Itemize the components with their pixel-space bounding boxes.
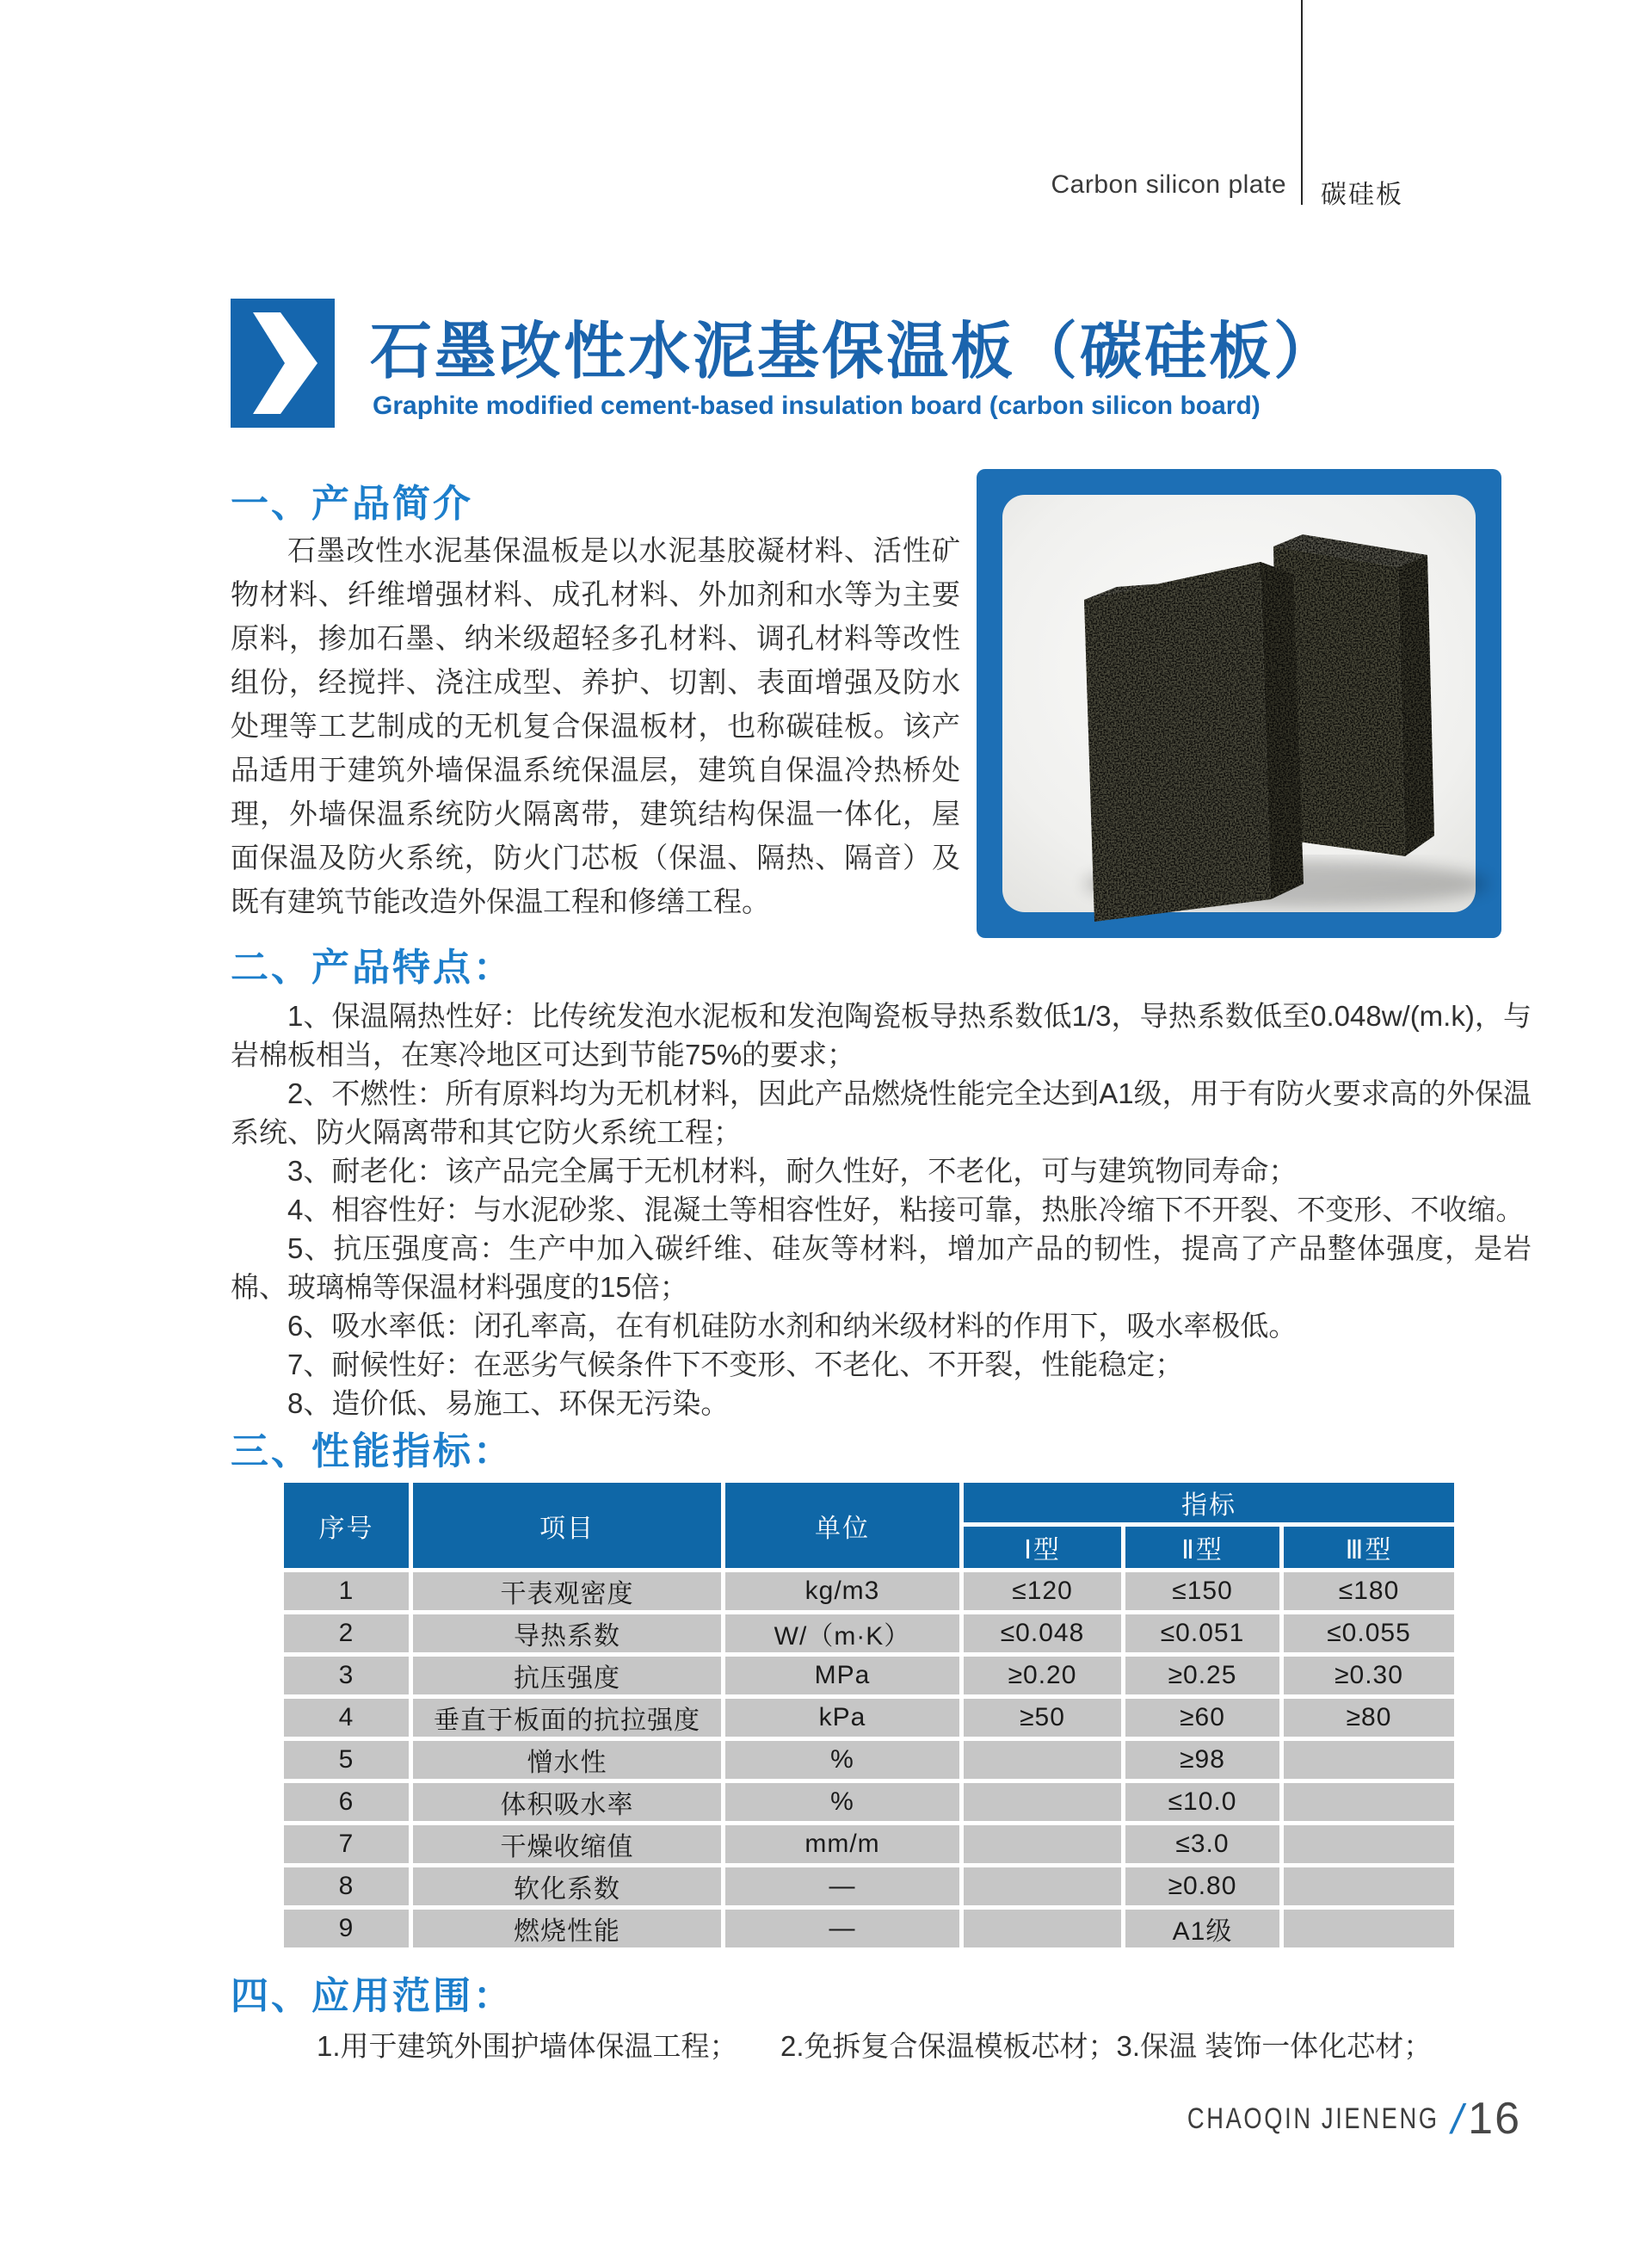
table-cell: ≤0.055: [1284, 1614, 1454, 1652]
table-cell: %: [725, 1741, 959, 1779]
table-cell: ≥50: [964, 1699, 1121, 1737]
table-cell: [1284, 1741, 1454, 1779]
features-list: [231, 997, 1532, 1423]
page-footer: [1153, 2094, 1521, 2144]
table-cell: [1284, 1867, 1454, 1905]
table-cell: MPa: [725, 1657, 959, 1694]
table-cell: [1284, 1910, 1454, 1947]
product-photo: [977, 469, 1501, 938]
intro-paragraph: 石墨改性水泥基保温板是以水泥基胶凝材料、活性矿物材料、纤维增强材料、成孔材料、外加剂和水等为主要原料，掺加石墨、纳米级超轻多孔材料、调孔材料等改性组份，经搅拌、浇注成型、养护、切割、表面增强及防水处理等工艺制成的无机复合保温板材，也称碳硅板。该产品适用于建筑外墙保温系统保温层，建筑自保温冷热桥处理，外墙保温系统防火隔离带，建筑结构保温一体化，屋面保温及防火系统，防火门芯板（保温、隔热、隔音）及既有建筑节能改造外保温工程和修缮工程。: [231, 534, 960, 917]
section-heading-performance: 三、性能指标：: [231, 1430, 514, 1472]
table-cell: [964, 1783, 1121, 1821]
product-title-english: Graphite modified cement-based insulation board (carbon silicon board): [373, 392, 1261, 420]
section-heading-application: 四、应用范围：: [231, 1975, 514, 2017]
page-header-english: Carbon silicon plate: [1051, 170, 1286, 199]
product-title: 石墨改性水泥基保温板（碳硅板）: [370, 318, 1339, 386]
feature-item: 5、抗压强度高：生产中加入碳纤维、硅灰等材料，增加产品的韧性，提高了产品整体强度，是岩棉、玻璃棉等保温材料强度的15倍；: [231, 1232, 1532, 1303]
footer-brand: CHAOQIN JIENENG: [1187, 2101, 1439, 2135]
table-cell: ≥0.20: [964, 1657, 1121, 1694]
table-cell: 燃烧性能: [413, 1910, 721, 1947]
table-cell: ≤0.051: [1125, 1614, 1279, 1652]
feature-item: 6、吸水率低：闭孔率高，在有机硅防水剂和纳米级材料的作用下，吸水率极低。: [287, 1310, 1298, 1342]
section-heading-features: 二、产品特点：: [231, 947, 514, 989]
table-cell: ≥60: [1125, 1699, 1279, 1737]
table-cell: 抗压强度: [413, 1657, 721, 1694]
table-cell: 8: [284, 1867, 409, 1905]
table-cell: ≥0.30: [1284, 1657, 1454, 1694]
table-header-group: 指标: [964, 1483, 1454, 1522]
footer-slash: /: [1451, 2097, 1464, 2143]
table-cell: kg/m3: [725, 1572, 959, 1610]
table-cell: ≤3.0: [1125, 1825, 1279, 1863]
table-cell: A1级: [1125, 1910, 1279, 1947]
table-cell: 5: [284, 1741, 409, 1779]
table-cell: 3: [284, 1657, 409, 1694]
feature-item: 1、保温隔热性好：比传统发泡水泥板和发泡陶瓷板导热系数低1/3，导热系数低至0.048w/(m.k)，与岩棉板相当，在寒冷地区可达到节能75%的要求；: [231, 1000, 1532, 1071]
table-header-type3: Ⅲ型: [1284, 1527, 1454, 1568]
table-cell: 憎水性: [413, 1741, 721, 1779]
table-cell: —: [725, 1867, 959, 1905]
table-cell: 7: [284, 1825, 409, 1863]
table-cell: [964, 1825, 1121, 1863]
table-cell: ≤120: [964, 1572, 1121, 1610]
table-cell: 9: [284, 1910, 409, 1947]
table-cell: 2: [284, 1614, 409, 1652]
table-header-type1: Ⅰ型: [964, 1527, 1121, 1568]
table-cell: mm/m: [725, 1825, 959, 1863]
table-cell: [1284, 1783, 1454, 1821]
feature-item: 3、耐老化：该产品完全属于无机材料，耐久性好，不老化，可与建筑物同寿命；: [287, 1155, 1298, 1187]
table-cell: 6: [284, 1783, 409, 1821]
feature-item: 4、相容性好：与水泥砂浆、混凝土等相容性好，粘接可靠，热胀冷缩下不开裂、不变形、不收缩。: [287, 1194, 1525, 1225]
feature-item: 2、不燃性：所有原料均为无机材料，因此产品燃烧性能完全达到A1级，用于有防火要求高的外保温系统、防火隔离带和其它防火系统工程；: [231, 1077, 1532, 1148]
table-header-type2: Ⅱ型: [1125, 1527, 1279, 1568]
feature-item: 7、耐候性好：在恶劣气候条件下不变形、不老化、不开裂，性能稳定；: [287, 1349, 1184, 1380]
chevron-right-icon: [231, 417, 335, 431]
table-cell: ≤10.0: [1125, 1783, 1279, 1821]
table-cell: ≥0.80: [1125, 1867, 1279, 1905]
table-cell: [964, 1910, 1121, 1947]
table-cell: ≥0.25: [1125, 1657, 1279, 1694]
header-divider-line: [1301, 0, 1303, 205]
table-header-item: 项目: [413, 1483, 721, 1568]
table-cell: [1284, 1825, 1454, 1863]
table-cell: %: [725, 1783, 959, 1821]
table-cell: ≥98: [1125, 1741, 1279, 1779]
table-cell: 干燥收缩值: [413, 1825, 721, 1863]
table-cell: ≤180: [1284, 1572, 1454, 1610]
table-cell: 软化系数: [413, 1867, 721, 1905]
table-cell: 1: [284, 1572, 409, 1610]
table-cell: [964, 1867, 1121, 1905]
table-cell: 导热系数: [413, 1614, 721, 1652]
table-cell: kPa: [725, 1699, 959, 1737]
table-cell: 体积吸水率: [413, 1783, 721, 1821]
table-cell: W/（m·K）: [725, 1614, 959, 1652]
table-cell: ≤150: [1125, 1572, 1279, 1610]
table-cell: [964, 1741, 1121, 1779]
table-cell: ≥80: [1284, 1699, 1454, 1737]
table-cell: ≤0.048: [964, 1614, 1121, 1652]
page-number: 16: [1468, 2094, 1521, 2144]
table-header-unit: 单位: [725, 1483, 959, 1568]
performance-table: [284, 1483, 1454, 1947]
table-cell: 垂直于板面的抗拉强度: [413, 1699, 721, 1737]
feature-item: 8、造价低、易施工、环保无污染。: [287, 1387, 730, 1419]
section-heading-intro: 一、产品简介: [231, 483, 473, 525]
table-cell: —: [725, 1910, 959, 1947]
banner-arrow-box: [231, 299, 335, 428]
table-header-no: 序号: [284, 1483, 409, 1568]
table-cell: 干表观密度: [413, 1572, 721, 1610]
table-cell: 4: [284, 1699, 409, 1737]
page-header-chinese: 碳硅板: [1321, 181, 1403, 209]
application-text: 1.用于建筑外围护墙体保温工程； 2.免拆复合保温模板芯材；3.保温 装饰一体化芯材；: [317, 2030, 1433, 2062]
